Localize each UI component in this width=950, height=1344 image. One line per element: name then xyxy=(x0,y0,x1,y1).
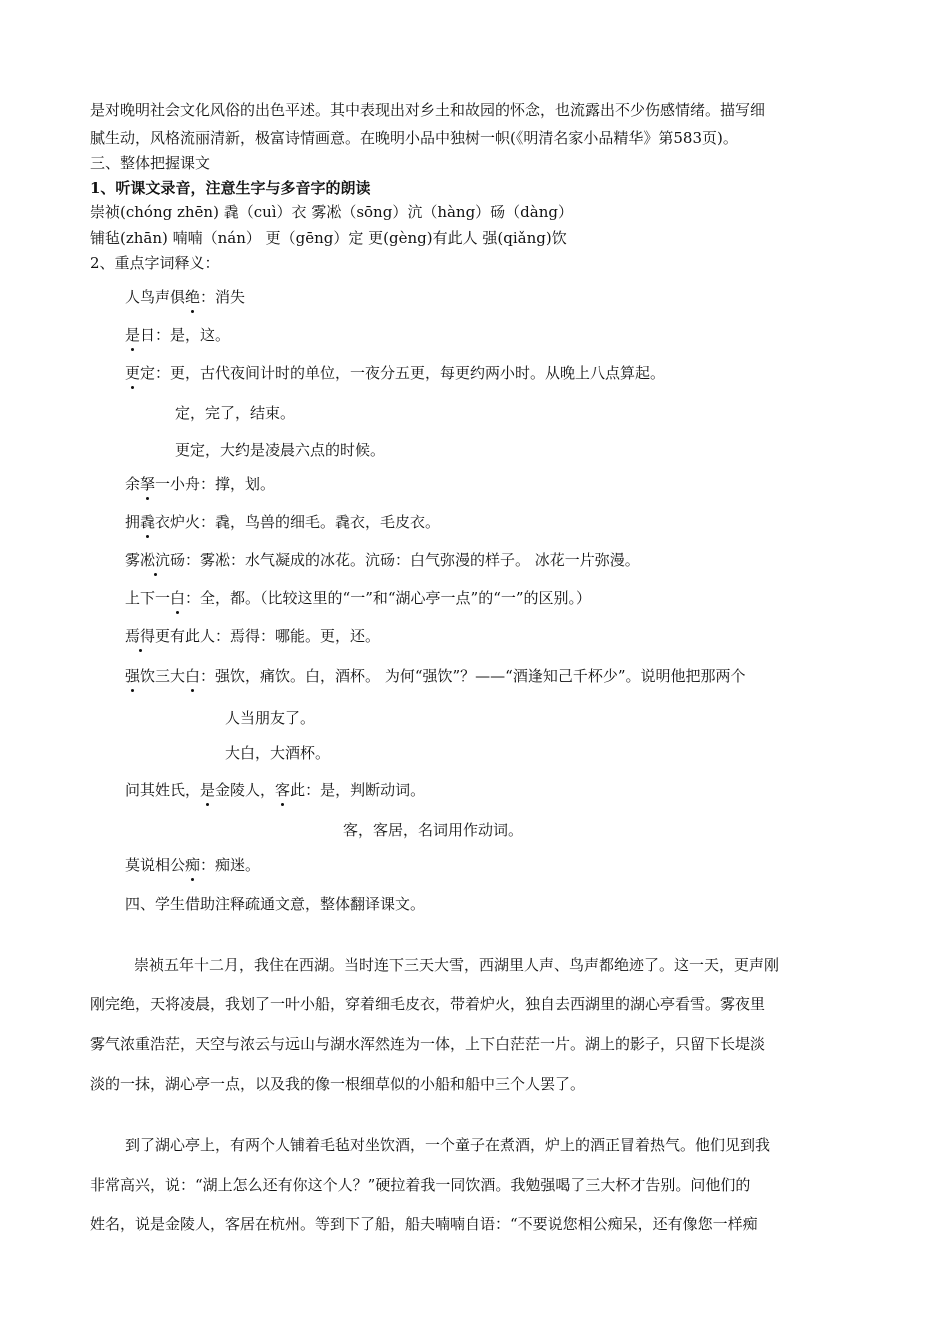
term-emphasis: 客 xyxy=(275,781,291,799)
term-text: 余 xyxy=(125,475,141,493)
term-text: 人鸟声俱 xyxy=(125,288,186,306)
glossary-subnote: 人当朋友了。 xyxy=(225,709,316,727)
definition-text: ：是，这。 xyxy=(155,326,231,344)
term-text: 一小舟 xyxy=(155,475,201,493)
term-text: 更有此人 xyxy=(155,627,216,645)
glossary-subnote: 客，客居，名词用作动词。 xyxy=(343,821,524,839)
term-emphasis: 白 xyxy=(185,667,201,685)
term-text: 拥 xyxy=(125,513,141,531)
definition-text: ：更，古代夜间计时的单位，一夜分五更，每更约两小时。从晚上八点算起。 xyxy=(155,364,666,382)
term-emphasis: 白 xyxy=(170,589,186,607)
subsection-1-heading: 1、听课文录音，注意生字与多音字的朗读 xyxy=(90,179,371,197)
intro-line-1: 是对晚明社会文化风俗的出色平述。其中表现出对乡土和故园的怀念，也流露出不少伤感情绪。描写细 xyxy=(90,101,766,119)
term-emphasis: 是 xyxy=(200,781,216,799)
definition-text: ：焉得：哪能。更，还。 xyxy=(215,627,381,645)
term-emphasis: 是 xyxy=(125,326,141,344)
translation-line: 淡的一抹，湖心亭一点，以及我的像一根细草似的小船和船中三个人罢了。 xyxy=(90,1075,586,1093)
glossary-subnote: 定，完了，结束。 xyxy=(175,404,296,422)
translation-line: 崇祯五年十二月，我住在西湖。当时连下三天大雪，西湖里人声、鸟声都绝迹了。这一天，更声刚 xyxy=(134,956,780,974)
section-3-heading: 三、整体把握课文 xyxy=(90,154,211,172)
glossary-entry xyxy=(125,780,425,800)
translation-line: 到了湖心亭上，有两个人铺着毛毡对坐饮酒，一个童子在煮酒，炉上的酒正冒着热气。他们见到我 xyxy=(125,1136,771,1154)
glossary-subnote: 大白，大酒杯。 xyxy=(225,744,331,762)
translation-line: 姓名，说是金陵人，客居在杭州。等到下了船，船夫喃喃自语：“不要说您相公痴呆，还有像您一样痴 xyxy=(90,1215,758,1233)
translation-line: 非常高兴，说：“湖上怎么还有你这个人？”硬拉着我一同饮酒。我勉强喝了三大杯才告别。问他们的 xyxy=(90,1176,751,1194)
definition-text: ：强饮，痛饮。白，酒杯。 为何“强饮”？——“酒逢知己千杯少”。说明他把那两个 xyxy=(200,667,746,685)
definition-text: ：撑，划。 xyxy=(200,475,276,493)
glossary-entry xyxy=(125,325,230,345)
section-4-heading: 四、学生借助注释疏通文意，整体翻译课文。 xyxy=(125,895,426,913)
glossary-entry xyxy=(125,512,440,532)
translation-line: 雾气浓重浩茫，天空与浓云与远山与湖水浑然连为一体，上下白茫茫一片。湖上的影子，只留下长堤淡 xyxy=(90,1035,766,1053)
glossary-entry xyxy=(125,666,746,686)
term-text: 饮三大 xyxy=(140,667,186,685)
term-emphasis: 拏 xyxy=(140,475,156,493)
glossary-entry xyxy=(125,855,260,875)
term-text: 日 xyxy=(140,326,156,344)
glossary-entry xyxy=(125,626,380,646)
glossary-entry xyxy=(125,287,245,307)
definition-text: ：毳，鸟兽的细毛。毳衣，毛皮衣。 xyxy=(200,513,441,531)
glossary-entry xyxy=(125,363,665,383)
term-text: 金陵人， xyxy=(215,781,276,799)
definition-text: ：痴迷。 xyxy=(200,856,261,874)
subsection-2-heading: 2、重点字词释义： xyxy=(90,254,220,272)
term-emphasis: 更 xyxy=(125,364,141,382)
term-text: 问其姓氏， xyxy=(125,781,201,799)
definition-text: ：雾凇：水气凝成的冰花。沆砀：白气弥漫的样子。 冰花一片弥漫。 xyxy=(185,551,640,569)
term-text: 上下一 xyxy=(125,589,171,607)
term-emphasis: 焉得 xyxy=(125,627,156,645)
term-text: 衣炉火 xyxy=(155,513,201,531)
glossary-entry xyxy=(125,474,275,494)
definition-text: 此：是，判断动词。 xyxy=(290,781,426,799)
term-emphasis: 雾凇沆砀 xyxy=(125,551,186,569)
intro-line-2: 腻生动，风格流丽清新，极富诗情画意。在晚明小品中独树一帜(《明清名家小品精华》第583页)。 xyxy=(90,129,738,147)
pinyin-line-2: 铺毡(zhān) 喃喃（nán） 更（gēng）定 更(gèng)有此人 强(qiǎng)饮 xyxy=(90,229,567,247)
glossary-subnote: 更定，大约是凌晨六点的时候。 xyxy=(175,441,386,459)
term-text: 定 xyxy=(140,364,156,382)
term-emphasis: 绝 xyxy=(185,288,201,306)
term-text: 莫说相公 xyxy=(125,856,186,874)
definition-text: ：消失 xyxy=(200,288,246,306)
pinyin-line-1: 崇祯(chóng zhēn) 毳（cuì）衣 雾凇（sōng）沆（hàng）砀（dàng） xyxy=(90,203,573,221)
term-emphasis: 强 xyxy=(125,667,141,685)
translation-line: 刚完绝，天将凌晨，我划了一叶小船，穿着细毛皮衣，带着炉火，独自去西湖里的湖心亭看雪。雾夜里 xyxy=(90,995,766,1013)
term-emphasis: 痴 xyxy=(185,856,201,874)
term-emphasis: 毳 xyxy=(140,513,156,531)
definition-text: ：全，都。（比较这里的“一”和“湖心亭一点”的“一”的区别。） xyxy=(185,589,592,607)
glossary-entry xyxy=(125,550,640,570)
glossary-entry xyxy=(125,588,591,608)
